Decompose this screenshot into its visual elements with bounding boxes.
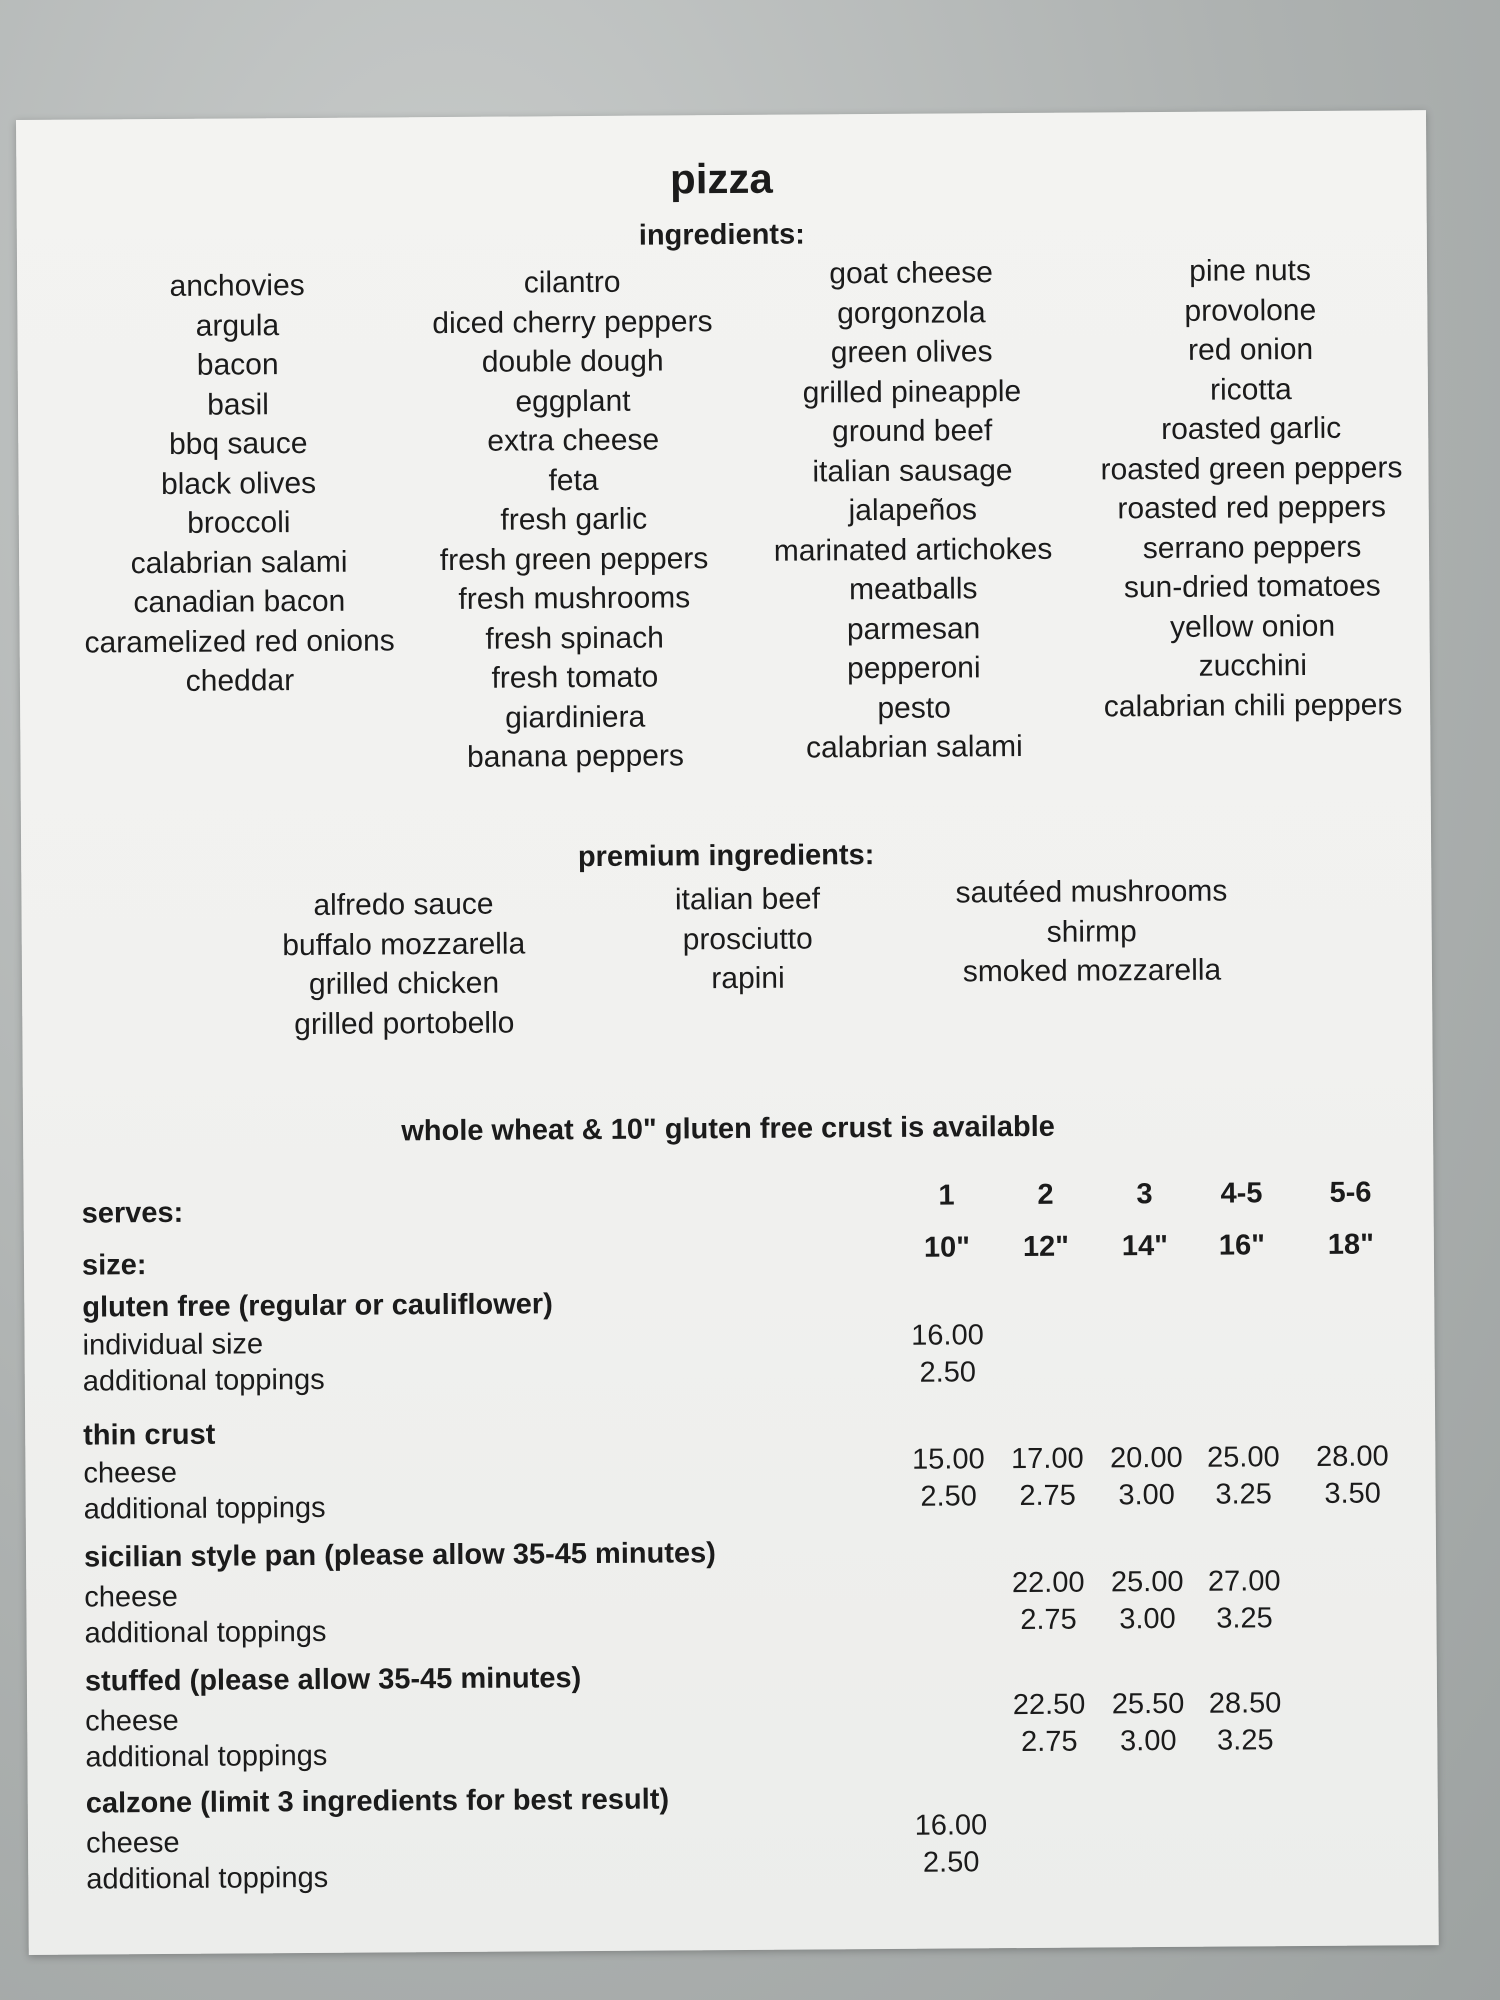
ingredient-item: cilantro — [523, 265, 621, 300]
price-cell: 22.50 — [1012, 1688, 1086, 1722]
ingredient-item: goat cheese — [829, 256, 993, 291]
serves-5-6: 5-6 — [1329, 1176, 1372, 1209]
ingredient-item: feta — [548, 463, 599, 497]
premium-item: prosciutto — [682, 921, 813, 956]
ingredients-heading: ingredients: — [638, 218, 805, 252]
topping-price-cell: 2.50 — [922, 1846, 980, 1879]
size-14: 14" — [1121, 1229, 1169, 1263]
topping-price-cell: 3.00 — [1119, 1724, 1177, 1758]
ingredient-item: roasted red peppers — [1117, 490, 1387, 526]
ingredient-item: serrano peppers — [1142, 530, 1362, 565]
topping-price-cell: 3.25 — [1215, 1478, 1272, 1511]
page-title: pizza — [669, 154, 773, 203]
topping-price-cell: 3.25 — [1216, 1602, 1273, 1635]
ingredient-item: roasted garlic — [1161, 411, 1342, 447]
menu-row-label: cheese — [85, 1826, 180, 1860]
topping-price-cell: 2.75 — [1020, 1603, 1077, 1637]
topping-price-cell: 3.50 — [1324, 1477, 1381, 1510]
menu-section-gluten-free: gluten free (regular or cauliflower) — [82, 1288, 553, 1324]
ingredient-item: canadian bacon — [133, 584, 346, 620]
price-cell: 15.00 — [911, 1443, 985, 1476]
ingredient-item: fresh green peppers — [439, 541, 709, 577]
ingredient-item: extra cheese — [487, 423, 660, 458]
menu-row-label: additional toppings — [86, 1861, 329, 1896]
ingredient-item: eggplant — [515, 384, 631, 419]
topping-price-cell: 2.75 — [1021, 1725, 1078, 1759]
ingredient-item: diced cherry peppers — [432, 304, 713, 340]
ingredient-item: gorgonzola — [837, 295, 986, 330]
ingredient-item: black olives — [160, 466, 317, 501]
topping-price-cell: 2.50 — [919, 1356, 977, 1389]
size-12: 12" — [1022, 1230, 1070, 1263]
serves-2: 2 — [1037, 1178, 1054, 1211]
topping-price-cell: 2.50 — [920, 1480, 977, 1513]
menu-row-label: additional toppings — [82, 1363, 325, 1398]
price-cell: 16.00 — [914, 1809, 988, 1842]
ingredient-item: double dough — [481, 344, 664, 379]
ingredient-item: jalapeños — [848, 493, 978, 528]
ingredient-item: calabrian chili peppers — [1103, 687, 1403, 723]
price-cell: 28.50 — [1208, 1687, 1282, 1720]
premium-column-3 — [931, 871, 1252, 992]
ingredient-item: green olives — [830, 335, 993, 370]
menu-section-thin-crust: thin crust — [83, 1418, 216, 1452]
ingredient-item: basil — [207, 387, 269, 422]
ingredients-column-4 — [1080, 250, 1423, 726]
ingredient-item: pepperoni — [847, 651, 981, 686]
premium-item: alfredo sauce — [313, 887, 494, 922]
ingredient-item: parmesan — [846, 611, 981, 646]
topping-price-cell: 3.00 — [1119, 1602, 1176, 1636]
price-cell: 25.50 — [1111, 1687, 1185, 1721]
price-cell: 25.00 — [1110, 1565, 1184, 1599]
size-16: 16" — [1218, 1229, 1265, 1262]
ingredient-item: provolone — [1184, 293, 1317, 328]
ingredient-item: calabrian salami — [130, 545, 348, 580]
price-cell: 22.00 — [1011, 1566, 1085, 1600]
ingredient-item: argula — [195, 308, 280, 343]
size-label: size: — [81, 1249, 147, 1282]
menu-sheet — [16, 110, 1439, 1955]
premium-item: sautéed mushrooms — [955, 874, 1228, 910]
size-18: 18" — [1327, 1228, 1374, 1261]
ingredient-item: marinated artichokes — [773, 532, 1053, 568]
ingredients-column-1 — [67, 265, 410, 702]
ingredient-item: caramelized red onions — [84, 623, 395, 660]
menu-row-label: cheese — [83, 1456, 178, 1490]
price-cell: 25.00 — [1206, 1441, 1280, 1474]
ingredient-item: fresh tomato — [491, 660, 659, 695]
premium-item: smoked mozzarella — [962, 953, 1222, 989]
price-cell: 20.00 — [1109, 1441, 1183, 1475]
serves-4-5: 4-5 — [1220, 1177, 1263, 1210]
premium-item: grilled chicken — [308, 966, 500, 1001]
ingredient-item: calabrian salami — [805, 729, 1023, 765]
menu-row-label: additional toppings — [84, 1615, 327, 1650]
ingredient-item: pine nuts — [1189, 253, 1312, 288]
ingredient-item: yellow onion — [1169, 609, 1336, 644]
premium-column-1 — [243, 884, 564, 1044]
premium-heading: premium ingredients: — [577, 839, 875, 874]
premium-item: rapini — [711, 961, 785, 996]
ingredient-item: pesto — [877, 690, 951, 725]
ingredient-item: bacon — [196, 348, 279, 382]
premium-column-2 — [587, 879, 908, 1000]
ingredients-column-2 — [402, 262, 746, 778]
menu-section-sicilian: sicilian style pan (please allow 35-45 minutes) — [83, 1537, 716, 1574]
ingredient-item: anchovies — [169, 268, 305, 303]
menu-row-label: additional toppings — [85, 1739, 328, 1774]
topping-price-cell: 3.25 — [1216, 1724, 1274, 1757]
ingredient-item: bbq sauce — [168, 426, 308, 461]
size-10: 10" — [923, 1231, 971, 1264]
menu-section-stuffed: stuffed (please allow 35-45 minutes) — [84, 1662, 582, 1698]
ingredient-item: banana peppers — [466, 739, 684, 774]
topping-price-cell: 2.75 — [1019, 1479, 1076, 1513]
ingredient-item: meatballs — [848, 572, 978, 607]
ingredient-item: cheddar — [185, 664, 295, 698]
menu-row-label: individual size — [82, 1328, 264, 1362]
premium-item: italian beef — [674, 882, 821, 917]
serves-3: 3 — [1136, 1178, 1153, 1211]
price-cell: 16.00 — [911, 1319, 984, 1352]
ingredient-item: italian sausage — [812, 453, 1013, 488]
menu-row-label: cheese — [85, 1704, 179, 1738]
premium-item: shirmp — [1046, 914, 1137, 949]
ingredient-item: red onion — [1187, 332, 1314, 367]
price-cell: 27.00 — [1207, 1565, 1281, 1598]
ingredient-item: grilled pineapple — [802, 374, 1022, 410]
serves-1: 1 — [938, 1179, 955, 1212]
premium-item: buffalo mozzarella — [282, 926, 526, 962]
menu-row-label: cheese — [84, 1580, 178, 1614]
ingredient-item: fresh mushrooms — [458, 581, 691, 616]
price-cell: 28.00 — [1315, 1440, 1389, 1473]
premium-item: grilled portobello — [294, 1006, 515, 1041]
ingredient-item: ground beef — [832, 414, 993, 449]
ingredient-item: zucchini — [1198, 649, 1308, 683]
crust-note: whole wheat & 10" gluten free crust is available — [401, 1110, 1055, 1148]
ingredient-item: giardiniera — [505, 700, 646, 735]
menu-row-label: additional toppings — [83, 1491, 326, 1526]
ingredient-item: sun-dried tomatoes — [1123, 569, 1381, 605]
ingredient-item: broccoli — [187, 506, 291, 540]
topping-price-cell: 3.00 — [1118, 1478, 1175, 1512]
ingredient-item: ricotta — [1209, 372, 1292, 407]
price-cell: 17.00 — [1010, 1442, 1084, 1476]
ingredient-item: fresh garlic — [500, 502, 648, 537]
ingredients-column-3 — [741, 253, 1085, 769]
ingredient-item: fresh spinach — [485, 620, 664, 656]
ingredient-item: roasted green peppers — [1100, 450, 1403, 486]
serves-label: serves: — [81, 1196, 184, 1230]
menu-section-calzone: calzone (limit 3 ingredients for best result) — [85, 1783, 670, 1820]
